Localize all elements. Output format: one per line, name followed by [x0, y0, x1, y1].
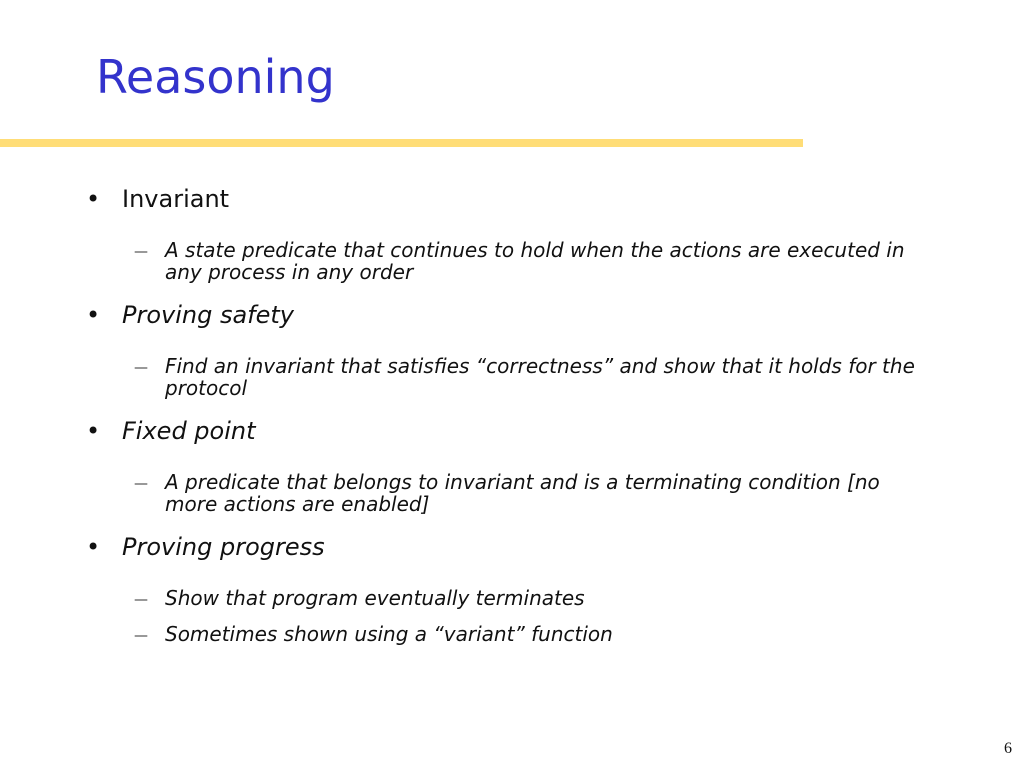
page-number: 6 — [1004, 740, 1012, 757]
bullet-item — [86, 300, 294, 330]
sub-item — [134, 239, 924, 283]
bullet-text: Proving safety — [122, 301, 295, 329]
dash-marker: — — [134, 360, 148, 376]
bullet-text: Invariant — [122, 185, 230, 213]
bullet-item — [86, 532, 325, 562]
bullet-text: Fixed point — [122, 417, 256, 445]
sub-item — [134, 471, 924, 515]
dash-marker: — — [134, 628, 148, 644]
sub-item-text: Find an invariant that satisfies “correctness” and show that it holds for the protocol — [165, 354, 915, 400]
bullet-item — [86, 184, 229, 214]
sub-item-text: Sometimes shown using a “variant” function — [165, 622, 613, 646]
bullet-marker: • — [86, 417, 101, 445]
bullet-text: Proving progress — [122, 533, 325, 561]
bullet-marker: • — [86, 533, 101, 561]
sub-item — [134, 623, 924, 645]
bullet-item — [86, 416, 256, 446]
bullet-marker: • — [86, 185, 101, 213]
sub-item — [134, 355, 924, 399]
sub-item-text: Show that program eventually terminates — [165, 586, 585, 610]
bullet-marker: • — [86, 301, 101, 329]
sub-item — [134, 587, 924, 609]
sub-item-text: A predicate that belongs to invariant and is a terminating condition [no more actions are enabled] — [165, 470, 880, 516]
dash-marker: — — [134, 476, 148, 492]
dash-marker: — — [134, 244, 148, 260]
sub-item-text: A state predicate that continues to hold when the actions are executed in any process in any order — [165, 238, 905, 284]
slide-title: Reasoning — [96, 50, 335, 104]
dash-marker: — — [134, 592, 148, 608]
